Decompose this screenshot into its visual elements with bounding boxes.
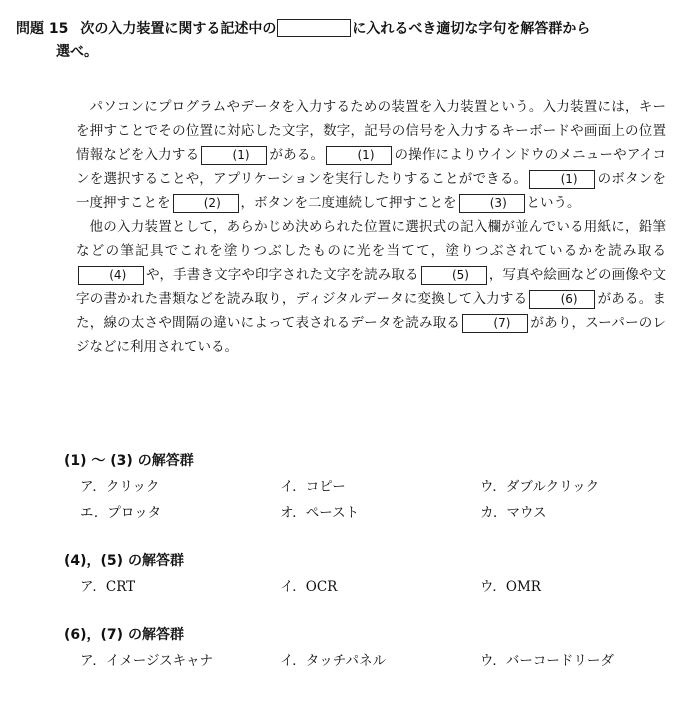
passage-text: ，写真や絵画などの画像や文字の書かれた書類などを読み取り，ディジタルデータに変換して入力する bbox=[76, 267, 667, 307]
answer-option: ウ．OMR bbox=[480, 579, 541, 595]
answer-group-title: (6)，(7) の解答群 bbox=[64, 627, 184, 643]
answer-option: エ．プロッタ bbox=[80, 505, 162, 521]
answer-option: ウ．バーコードリーダ bbox=[480, 653, 614, 669]
answer-option: イ．タッチパネル bbox=[280, 653, 386, 669]
passage-paragraph-1 bbox=[76, 95, 666, 215]
answer-option: ア．イメージスキャナ bbox=[80, 653, 214, 669]
passage-text: パソコンにプログラムやデータを入力するための装置を入力装置という。入力装置には，キーを押すことでその位置に対応した文字，数字，記号の信号を入力するキーボードや画面上の位置情報などを入力する bbox=[76, 99, 666, 163]
passage-text: がある。また，線の太さや間隔の違いによって表されるデータを読み取る bbox=[76, 291, 666, 331]
question-text-line2: 選べ。 bbox=[56, 44, 98, 60]
passage-text: の操作によりウインドウのメニューやアイコンを選択することや，アプリケーションを実行したりすることができる。 bbox=[76, 147, 667, 187]
answer-option: ア．クリック bbox=[80, 479, 160, 495]
question-text-after: に入れるべき適切な字句を解答群から bbox=[352, 21, 591, 37]
answer-group-1-3 bbox=[64, 450, 674, 524]
passage-text: や，手書き文字や印字された文字を読み取る bbox=[146, 267, 419, 283]
answer-group-title: (4)，(5) の解答群 bbox=[64, 553, 184, 569]
answer-option: ア．CRT bbox=[80, 579, 136, 595]
answer-option: イ．OCR bbox=[280, 579, 338, 595]
passage-text: ，ボタンを二度連続して押すことを bbox=[240, 195, 457, 211]
passage-text: があり，スーパーのレジなどに利用されている。 bbox=[76, 315, 667, 355]
blank-1: (1) bbox=[529, 170, 595, 189]
passage-text: 他の入力装置として，あらかじめ決められた位置に選択式の記入欄が並んでいる用紙に，鉛筆などの筆記具でこれを塗りつぶしたものに光を当てて，塗りつぶされているかを読み取る bbox=[76, 219, 666, 259]
answer-group-4-5 bbox=[64, 550, 674, 598]
blank-box-example bbox=[277, 19, 351, 37]
passage-text: のボタンを一度押すことを bbox=[76, 171, 666, 211]
answer-option: オ．ペースト bbox=[280, 505, 360, 521]
blank-1: (1) bbox=[326, 146, 392, 165]
answer-groups bbox=[64, 450, 674, 698]
answer-group-6-7 bbox=[64, 624, 674, 672]
question-text-before: 次の入力装置に関する記述中の bbox=[80, 21, 277, 37]
passage-text: がある。 bbox=[269, 147, 325, 163]
passage-text: という。 bbox=[526, 195, 581, 211]
blank-1: (1) bbox=[201, 146, 267, 165]
blank-3: (3) bbox=[459, 194, 525, 213]
blank-4: (4) bbox=[78, 266, 144, 285]
answer-option: イ．コピー bbox=[280, 479, 346, 495]
answer-option: ウ．ダブルクリック bbox=[480, 479, 600, 495]
blank-6: (6) bbox=[529, 290, 595, 309]
blank-5: (5) bbox=[421, 266, 487, 285]
passage-paragraph-2 bbox=[76, 215, 666, 359]
blank-7: (7) bbox=[462, 314, 528, 333]
blank-2: (2) bbox=[173, 194, 239, 213]
passage bbox=[76, 95, 666, 359]
question-header bbox=[16, 18, 676, 64]
answer-option: カ．マウス bbox=[480, 505, 547, 521]
answer-group-title: (1) 〜 (3) の解答群 bbox=[64, 453, 194, 469]
question-number: 問題 15 bbox=[16, 21, 69, 37]
